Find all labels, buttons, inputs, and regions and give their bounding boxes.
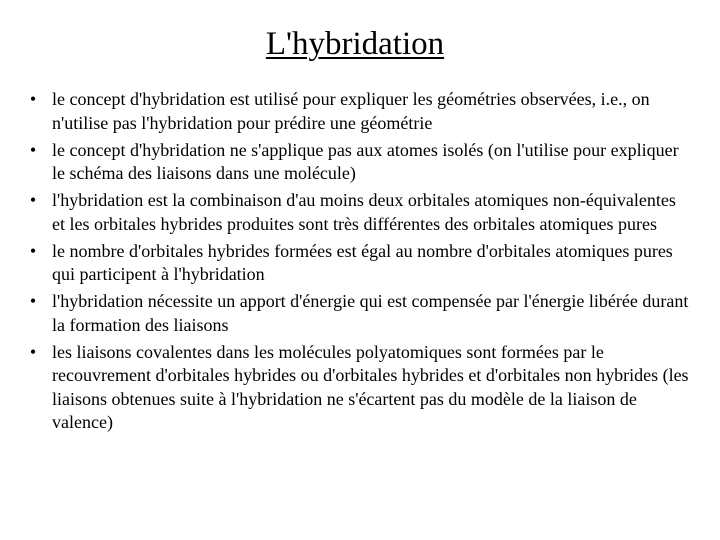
bullet-text: l'hybridation nécessite un apport d'énergie qui est compensée par l'énergie libérée durant la formation des liaisons	[52, 291, 689, 335]
bullet-text: les liaisons covalentes dans les molécules polyatomiques sont formées par le recouvrement d'orbitales hybrides ou d'orbitales hybrides et d'orbitales non hybrides (les liaisons obtenues suite à l'hybridation ne s'écartent pas du modèle de la liaison de valence)	[52, 341, 689, 432]
bullet-item	[26, 290, 690, 337]
bullet-item	[26, 341, 690, 435]
bullet-text: le nombre d'orbitales hybrides formées est égal au nombre d'orbitales atomiques pures qui participent à l'hybridation	[52, 240, 673, 284]
bullet-item	[26, 88, 690, 135]
bullet-text: le concept d'hybridation est utilisé pour expliquer les géométries observées, i.e., on n'utilise pas l'hybridation pour prédire une géométrie	[52, 89, 650, 133]
slide-title-text: L'hybridation	[265, 26, 445, 62]
slide-title	[0, 22, 710, 66]
bullet-dot-icon: •	[29, 89, 37, 109]
bullet-item	[26, 139, 690, 186]
bullet-item	[26, 189, 690, 236]
bullet-text: l'hybridation est la combinaison d'au moins deux orbitales atomiques non-équivalentes et les orbitales hybrides produites sont très différentes des orbitales atomiques pures	[52, 190, 676, 234]
bullet-dot-icon: •	[29, 341, 37, 362]
bullet-item	[26, 240, 690, 287]
bullet-dot-icon: •	[29, 240, 37, 261]
bullet-dot-icon: •	[29, 291, 37, 311]
bullet-dot-icon: •	[29, 139, 37, 160]
bullet-list	[26, 88, 690, 438]
bullet-dot-icon: •	[29, 190, 37, 210]
bullet-text: le concept d'hybridation ne s'applique pas aux atomes isolés (on l'utilise pour expliquer le schéma des liaisons dans une molécule)	[52, 139, 679, 183]
